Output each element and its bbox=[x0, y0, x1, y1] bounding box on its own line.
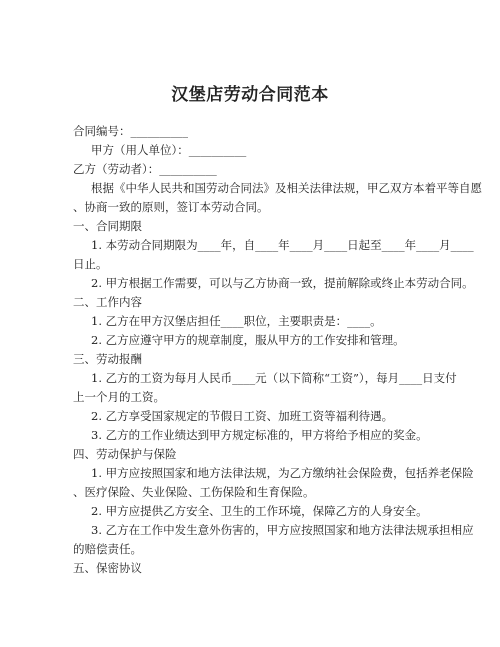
clause-line: 、医疗保险、失业保险、工伤保险和生育保险。 bbox=[73, 485, 315, 499]
clause-line: 3. 乙方在工作中发生意外伤害的，甲方应按照国家和地方法律法规承担相应 bbox=[91, 523, 474, 537]
clause-line: 上一个月的工资。 bbox=[73, 390, 165, 404]
clause-line: 3. 乙方的工作业绩达到甲方规定标准的，甲方将给予相应的奖金。 bbox=[91, 428, 428, 442]
clause-line: 1. 甲方应按照国家和地方法律法规，为乙方缴纳社会保险费，包括养老保险 bbox=[91, 466, 474, 480]
clause-line: 2. 甲方根据工作需要，可以与乙方协商一致，提前解除或终止本劳动合同。 bbox=[91, 276, 474, 290]
clause-line: 1. 乙方在甲方汉堡店担任____职位，主要职责是：____。 bbox=[91, 314, 382, 328]
clause-line: 日止。 bbox=[73, 257, 108, 271]
section-heading: 五、保密协议 bbox=[73, 561, 142, 575]
contract-number-line: 合同编号：__________ bbox=[73, 124, 188, 138]
clause-line: 2. 乙方享受国家规定的节假日工资、加班工资等福利待遇。 bbox=[91, 409, 394, 423]
clause-line: 2. 乙方应遵守甲方的规章制度，服从甲方的工作安排和管理。 bbox=[91, 333, 405, 347]
clause-line: 1. 本劳动合同期限为____年，自____年____月____日起至____年____月____ bbox=[91, 238, 474, 252]
section-heading: 四、劳动保护与保险 bbox=[73, 447, 177, 461]
section-heading: 一、合同期限 bbox=[73, 219, 142, 233]
clause-line: 1. 乙方的工资为每月人民币____元（以下简称“工资”），每月____日支付 bbox=[91, 371, 457, 385]
preamble-line: 根据《中华人民共和国劳动合同法》及相关法律法规，甲乙双方本着平等自愿 bbox=[91, 181, 482, 195]
party-a-line: 甲方（用人单位）：__________ bbox=[91, 143, 247, 157]
section-heading: 三、劳动报酬 bbox=[73, 352, 142, 366]
clause-line: 2. 甲方应提供乙方安全、卫生的工作环境，保障乙方的人身安全。 bbox=[91, 504, 428, 518]
party-b-line: 乙方（劳动者）：__________ bbox=[73, 162, 217, 176]
clause-line: 的赔偿责任。 bbox=[73, 542, 142, 556]
preamble-line: 、协商一致的原则，签订本劳动合同。 bbox=[73, 200, 269, 214]
document-title: 汉堡店劳动合同范本 bbox=[171, 85, 329, 105]
section-heading: 二、工作内容 bbox=[73, 295, 142, 309]
